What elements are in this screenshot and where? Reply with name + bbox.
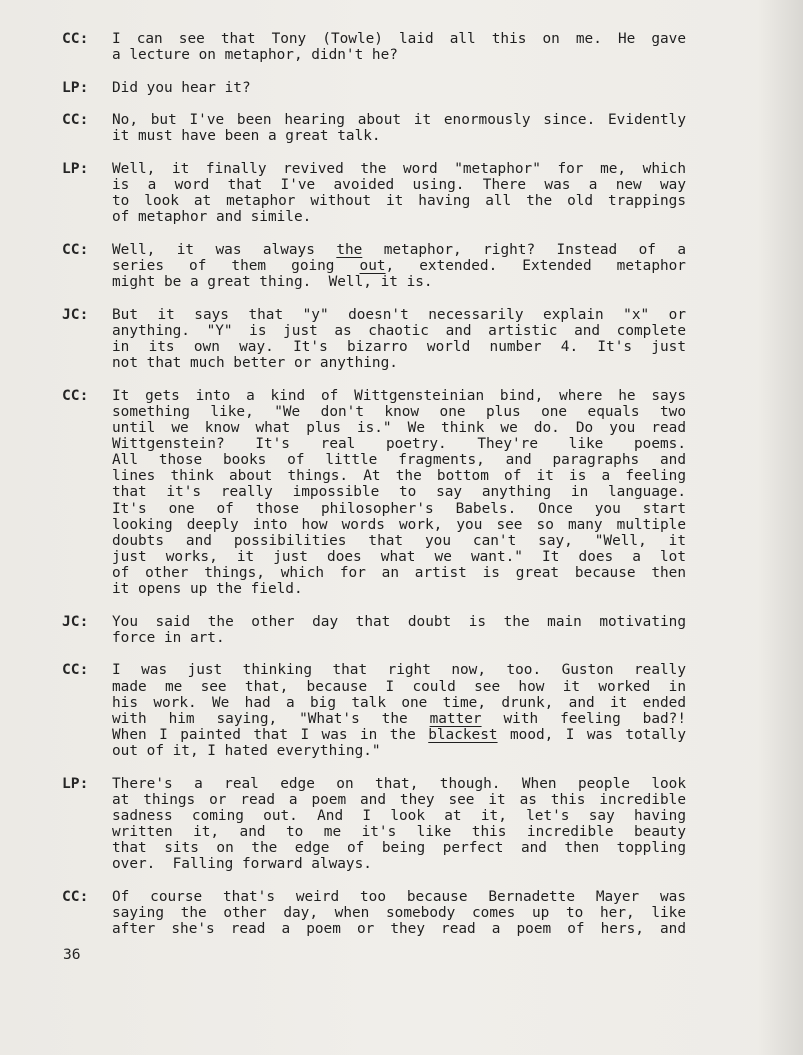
text-line: of other things, which for an artist is great because then bbox=[112, 565, 686, 582]
text-line: his work. We had a big talk one time, drunk, and it ended bbox=[112, 694, 686, 711]
dialogue-entry bbox=[0, 80, 803, 96]
dialogue-entry bbox=[0, 388, 803, 598]
dialogue-entry bbox=[0, 31, 803, 63]
text-line: series of them going out, extended. Extended metaphor bbox=[112, 257, 686, 274]
text-line: I was just thinking that right now, too. Guston really bbox=[112, 662, 686, 679]
text-line: over. Falling forward always. bbox=[112, 856, 372, 873]
text-line: something like, "We don't know one plus one equals two bbox=[112, 403, 686, 420]
dialogue-entry bbox=[0, 662, 803, 759]
text-line: saying the other day, when somebody comes up to her, like bbox=[112, 905, 686, 922]
text-line: with him saying, "What's the matter with feeling bad?! bbox=[112, 710, 686, 727]
text-line: It gets into a kind of Wittgensteinian bind, where he says bbox=[112, 387, 686, 404]
speaker-label: CC: bbox=[62, 111, 89, 129]
text-line: Did you hear it? bbox=[112, 79, 251, 96]
page-number: 36 bbox=[63, 946, 81, 963]
speaker-label: CC: bbox=[62, 30, 89, 47]
underlined-word: out bbox=[359, 257, 386, 274]
speaker-label: LP: bbox=[62, 774, 89, 792]
text-line: But it says that "y" doesn't necessarily explain "x" or bbox=[112, 306, 686, 323]
text-line: When I painted that I was in the blackest mood, I was totally bbox=[112, 727, 686, 744]
speaker-label: CC: bbox=[62, 386, 89, 404]
text-line: doubts and possibilities that you can't say, "Well, it bbox=[112, 532, 686, 549]
dialogue-entry bbox=[0, 307, 803, 372]
text-line: It's one of those philosopher's Babels. Once you start bbox=[112, 500, 686, 517]
text-line: Well, it was always the metaphor, right? Instead of a bbox=[112, 241, 687, 258]
speaker-label: CC: bbox=[62, 240, 89, 258]
text-line: a lecture on metaphor, didn't he? bbox=[112, 47, 398, 64]
dialogue-entry bbox=[0, 161, 803, 226]
text-line: made me see that, because I could see how it worked in bbox=[112, 678, 686, 695]
interview-transcript bbox=[0, 31, 803, 954]
speaker-label: JC: bbox=[62, 305, 89, 323]
text-line: just works, it just does what we want." It does a lot bbox=[112, 549, 686, 565]
text-line: force in art. bbox=[112, 629, 225, 646]
text-line: There's a real edge on that, though. When people look bbox=[112, 775, 686, 792]
text-line: that it's really impossible to say anything in language. bbox=[112, 484, 686, 501]
text-line: looking deeply into how words work, you see so many multiple bbox=[112, 516, 686, 533]
text-line: to look at metaphor without it having all the old trappings bbox=[112, 193, 686, 210]
speaker-label: LP: bbox=[62, 78, 89, 96]
dialogue-entry bbox=[0, 112, 803, 144]
text-line: Wittgenstein? It's real poetry. They're like poems. bbox=[112, 436, 686, 453]
text-line: I can see that Tony (Towle) laid all this on me. He gave bbox=[112, 31, 686, 47]
speaker-label: CC: bbox=[62, 661, 89, 679]
text-line: Well, it finally revived the word "metaphor" for me, which bbox=[112, 160, 686, 177]
text-line: of metaphor and simile. bbox=[112, 209, 312, 226]
text-line: that sits on the edge of being perfect and then toppling bbox=[112, 840, 686, 857]
underlined-word: blackest bbox=[428, 727, 498, 744]
text-line: is a word that I've avoided using. There was a new way bbox=[112, 177, 686, 194]
text-line: Of course that's weird too because Bernadette Mayer was bbox=[112, 888, 686, 905]
text-line: out of it, I hated everything." bbox=[112, 743, 381, 760]
text-line: in its own way. It's bizarro world number 4. It's just bbox=[112, 338, 686, 355]
text-line: it opens up the field. bbox=[112, 581, 303, 598]
dialogue-entry bbox=[0, 242, 803, 290]
speaker-label: CC: bbox=[62, 887, 89, 905]
text-line: sadness coming out. And I look at it, let's say having bbox=[112, 808, 686, 824]
text-line: not that much better or anything. bbox=[112, 355, 398, 372]
text-line: All those books of little fragments, and paragraphs and bbox=[112, 452, 686, 469]
speaker-label: JC: bbox=[62, 612, 89, 630]
text-line: after she's read a poem or they read a poem of hers, and bbox=[112, 921, 686, 938]
text-line: No, but I've been hearing about it enormously since. Evidently bbox=[112, 112, 686, 129]
dialogue-entry bbox=[0, 889, 803, 937]
text-line: at things or read a poem and they see it as this incredible bbox=[112, 791, 686, 808]
speaker-label: LP: bbox=[62, 159, 89, 177]
text-line: lines think about things. At the bottom of it is a feeling bbox=[112, 468, 686, 485]
dialogue-entry bbox=[0, 614, 803, 646]
text-line: written it, and to me it's like this incredible beauty bbox=[112, 824, 686, 841]
underlined-word: matter bbox=[429, 710, 482, 727]
text-line: it must have been a great talk. bbox=[112, 128, 381, 145]
text-line: until we know what plus is." We think we do. Do you read bbox=[112, 419, 686, 436]
underlined-word: the bbox=[336, 241, 363, 258]
text-line: might be a great thing. Well, it is. bbox=[112, 274, 433, 291]
text-line: anything. "Y" is just as chaotic and artistic and complete bbox=[112, 322, 686, 339]
text-line: You said the other day that doubt is the main motivating bbox=[112, 613, 686, 630]
dialogue-entry bbox=[0, 776, 803, 873]
